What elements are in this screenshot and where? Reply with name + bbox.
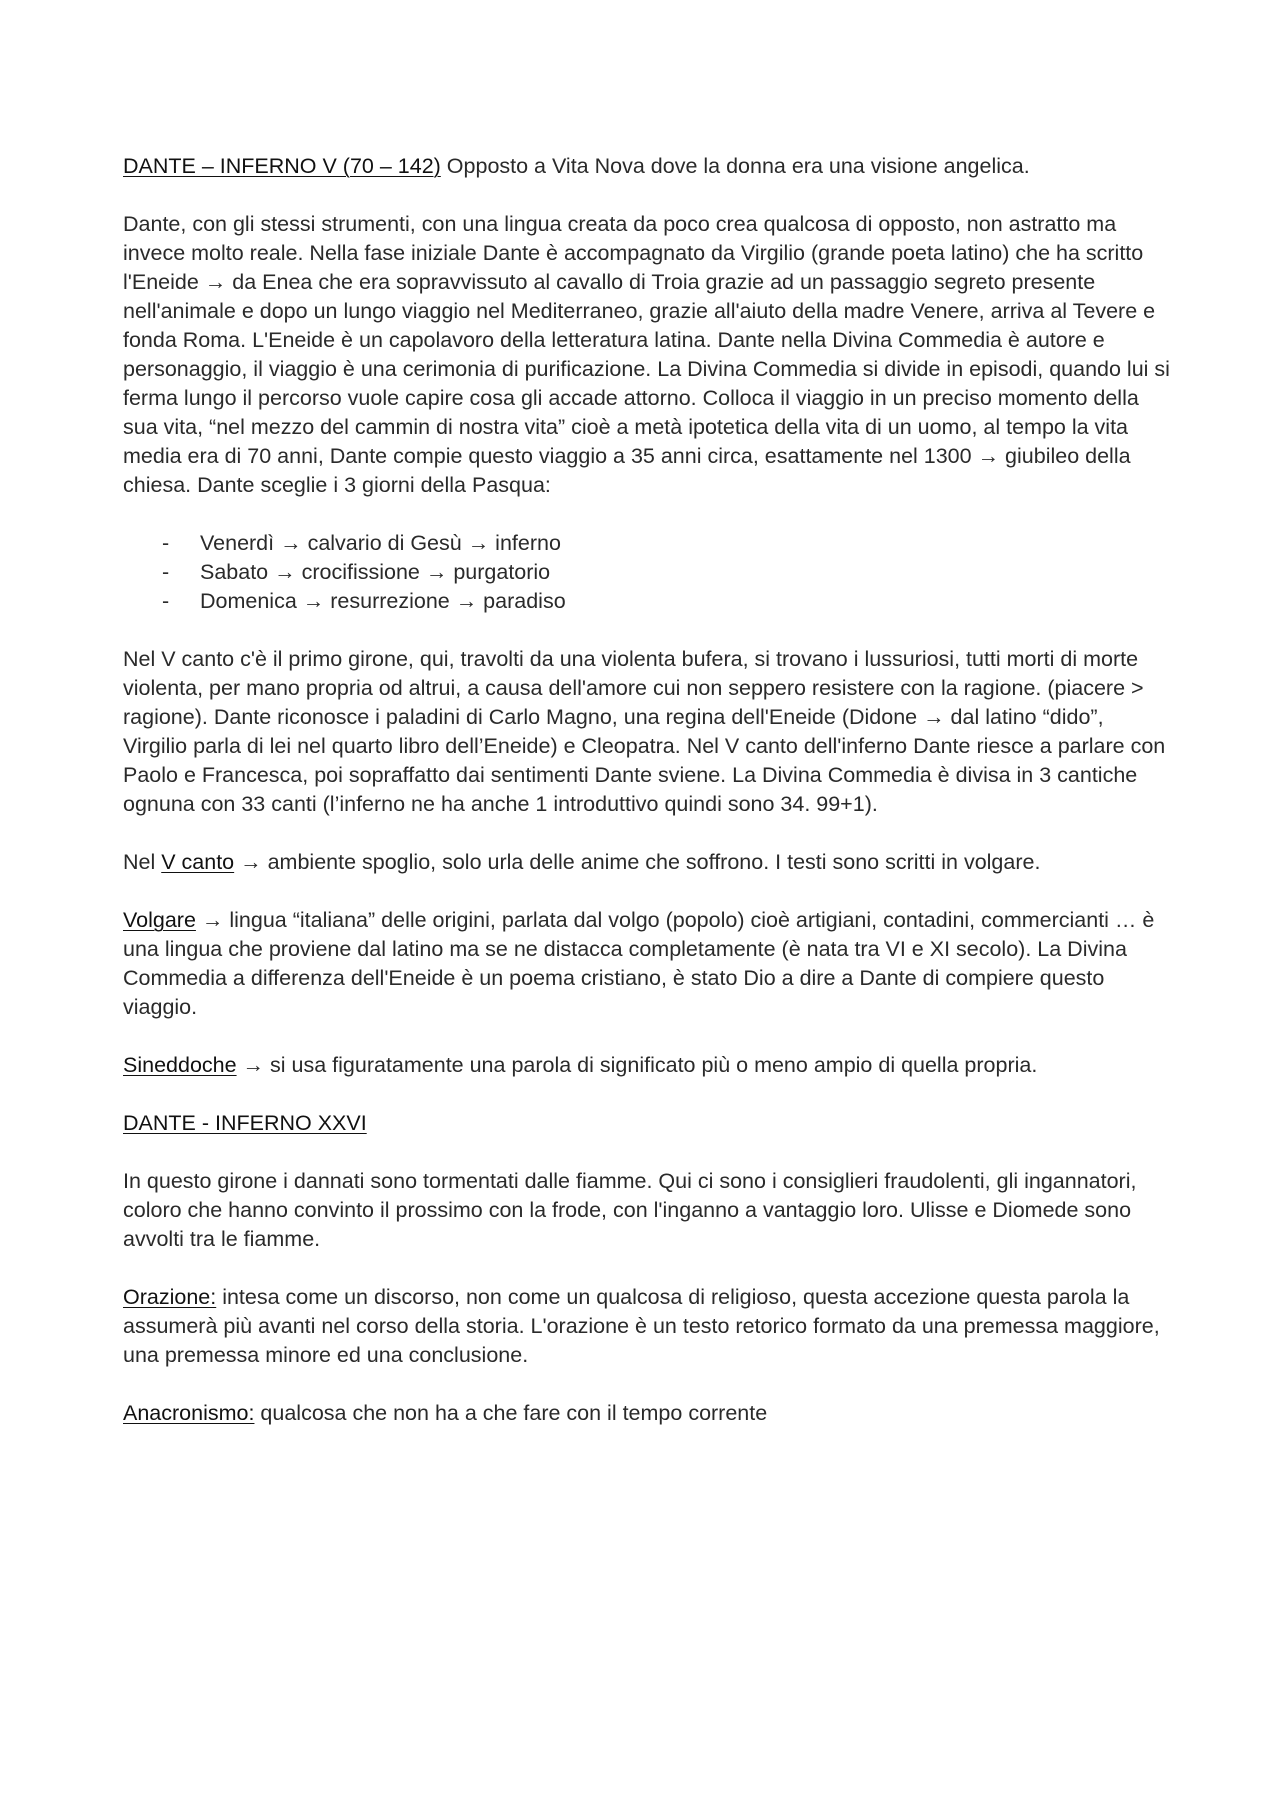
definition-anacronismo-text: qualcosa che non ha a che fare con il tempo corrente (254, 1401, 768, 1425)
definition-volgare (123, 906, 1173, 1022)
definition-sineddoche-text: → si usa figuratamente una parola di significato più o meno ampio di quella propria. (236, 1053, 1038, 1077)
list-item-text: Sabato → crocifissione → purgatorio (200, 560, 551, 584)
heading-inferno-v-subtitle: Opposto a Vita Nova dove la donna era una visione angelica. (440, 154, 1030, 178)
heading-inferno-v (123, 152, 1173, 181)
heading-inferno-v-title: DANTE – INFERNO V (70 – 142) (123, 154, 441, 178)
paragraph-v-canto-prefix: Nel (123, 850, 162, 874)
heading-inferno-xxvi (123, 1109, 1173, 1138)
list-item-text: Venerdì → calvario di Gesù → inferno (200, 531, 561, 555)
term-v-canto: V canto (161, 850, 235, 874)
paragraph-intro: Dante, con gli stessi strumenti, con una lingua creata da poco crea qualcosa di opposto, non astratto ma invece molto reale. Nella fase iniziale Dante è accompagnato da Virgilio (grande poeta latino) che ha scritto l'Eneide → da Enea che era sopravvissuto al cavallo di Troia grazie ad un passaggio segreto presente nell'animale e dopo un lungo viaggio nel Mediterraneo, grazie all'aiuto della madre Venere, arriva al Tevere e fonda Roma. L'Eneide è un capolavoro della letteratura latina. Dante nella Divina Commedia è autore e personaggio, il viaggio è una cerimonia di purificazione. La Divina Commedia si divide in episodi, quando lui si ferma lungo il percorso vuole capire cosa gli accade attorno. Colloca il viaggio in un preciso momento della sua vita, “nel mezzo del cammin di nostra vita” cioè a metà ipotetica della vita di un uomo, al tempo la vita media era di 70 anni, Dante compie questo viaggio a 35 anni circa, esattamente nel 1300 → giubileo della chiesa. Dante sceglie i 3 giorni della Pasqua: (123, 212, 1170, 497)
definition-sineddoche (123, 1051, 1173, 1080)
definition-volgare-text: → lingua “italiana” delle origini, parlata dal volgo (popolo) cioè artigiani, contadini, commercianti … è una lingua che proviene dal latino ma se ne distacca completamente (è nata tra VI e XI secolo). La Divina Commedia a differenza dell'Eneide è un poema cristiano, è stato Dio a dire a Dante di compiere questo viaggio. (123, 908, 1155, 1019)
bullet-dash: - (162, 560, 170, 584)
term-anacronismo: Anacronismo: (123, 1401, 255, 1425)
term-orazione: Orazione: (123, 1285, 217, 1309)
bullet-dash: - (162, 531, 170, 555)
document-body (123, 152, 1173, 1457)
paragraph-v-canto-definition (123, 848, 1173, 877)
paragraph-v-canto: Nel V canto c'è il primo girone, qui, travolti da una violenta bufera, si trovano i lussuriosi, tutti morti di morte violenta, per mano propria od altrui, a causa dell'amore cui non seppero resistere con la ragione. (piacere > ragione). Dante riconosce i paladini di Carlo Magno, una regina dell'Eneide (Didone → dal latino “dido”, Virgilio parla di lei nel quarto libro dell’Eneide) e Cleopatra. Nel V canto dell'inferno Dante riesce a parlare con Paolo e Francesca, poi sopraffatto dai sentimenti Dante sviene. La Divina Commedia è divisa in 3 cantiche ognuna con 33 canti (l’inferno ne ha anche 1 introduttivo quindi sono 34. 99+1). (123, 647, 1166, 816)
paragraph-v-canto-text: → ambiente spoglio, solo urla delle anime che soffrono. I testi sono scritti in volgare. (234, 850, 1041, 874)
definition-orazione-text: intesa come un discorso, non come un qualcosa di religioso, questa accezione questa parola la assumerà più avanti nel corso della storia. L'orazione è un testo retorico formato da una premessa maggiore, una premessa minore ed una conclusione. (123, 1285, 1160, 1367)
heading-inferno-xxvi-title: DANTE - INFERNO XXVI (123, 1111, 367, 1135)
paragraph-inferno-xxvi: In questo girone i dannati sono tormentati dalle fiamme. Qui ci sono i consiglieri fraudolenti, gli ingannatori, coloro che hanno convinto il prossimo con la frode, con l'inganno a vantaggio loro. Ulisse e Diomede sono avvolti tra le fiamme. (123, 1169, 1137, 1251)
term-sineddoche: Sineddoche (123, 1053, 237, 1077)
list-item (123, 529, 1173, 558)
definition-anacronismo (123, 1399, 1173, 1428)
easter-days-list (123, 529, 1173, 616)
term-volgare: Volgare (123, 908, 196, 932)
bullet-dash: - (162, 589, 170, 613)
list-item (123, 558, 1173, 587)
definition-orazione (123, 1283, 1173, 1370)
list-item-text: Domenica → resurrezione → paradiso (200, 589, 566, 613)
list-item (123, 587, 1173, 616)
